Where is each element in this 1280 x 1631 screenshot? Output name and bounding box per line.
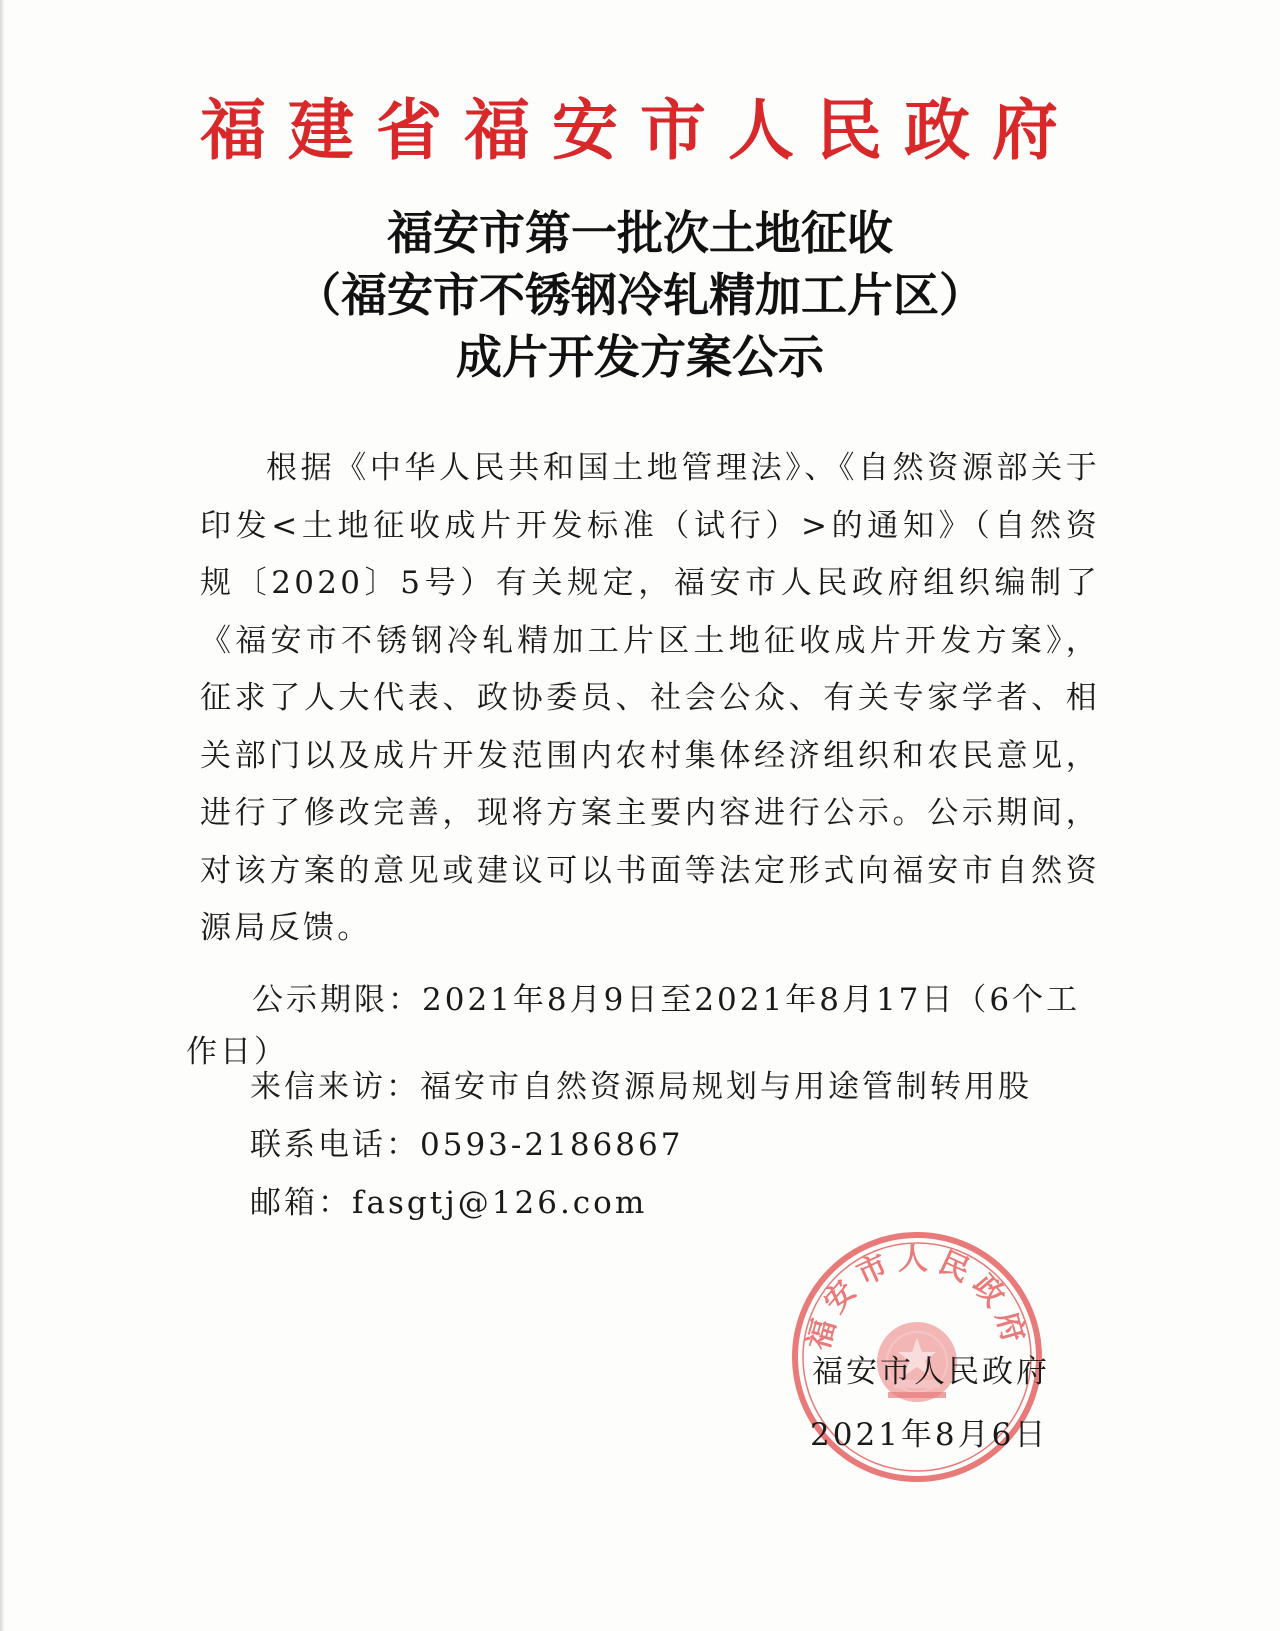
contact-phone: 联系电话：0593-2186867 <box>250 1127 684 1163</box>
notice-period-text: 公示期限：2021年8月9日至2021年8月17日（6个工作日） <box>186 982 1081 1070</box>
issuer-signature: 福安市人民政府 <box>812 1354 1050 1390</box>
title-line-3: 成片开发方案公示 <box>456 330 824 384</box>
issue-date: 2021年8月6日 <box>810 1417 1049 1453</box>
contact-email: 邮箱：fasgtj@126.com <box>250 1185 648 1221</box>
body-text <box>200 440 1100 958</box>
seal-arc-text: 福安市人民政府 <box>801 1242 1033 1354</box>
title-line-2: （福安市不锈钢冷轧精加工片区） <box>295 268 985 322</box>
notice-period <box>186 974 1086 1078</box>
title-line-1: 福安市第一批次土地征收 <box>387 206 893 260</box>
document-title <box>0 202 1280 388</box>
issuing-organization-header: 福建省福安市人民政府 <box>200 92 1080 169</box>
body-paragraph: 根据《中华人民共和国土地管理法》、《自然资源部关于印发<土地征收成片开发标准（试行）>的通知》（自然资规〔2020〕5号）有关规定，福安市人民政府组织编制了《福安市不锈钢冷轧精加工片区土地征收成片开发方案》，征求了人大代表、政协委员、社会公众、有关专家学者、相关部门以及成片开发范围内农村集体经济组织和农民意见，进行了修改完善，现将方案主要内容进行公示。公示期间，对该方案的意见或建议可以书面等法定形式向福安市自然资源局反馈。 <box>200 450 1100 946</box>
contact-visit: 来信来访：福安市自然资源局规划与用途管制转用股 <box>250 1069 1032 1105</box>
